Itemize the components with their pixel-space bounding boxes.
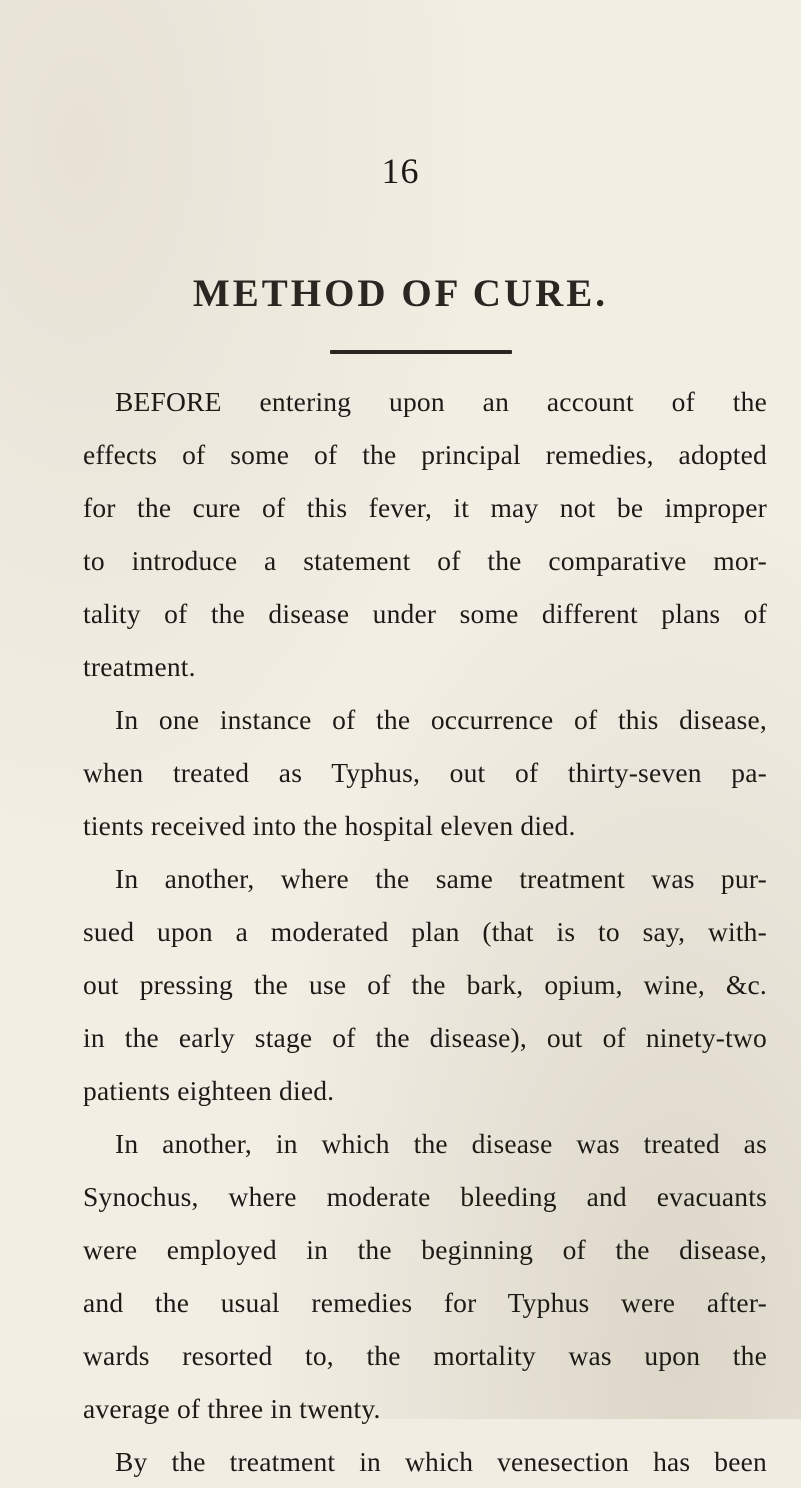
- text-line: wards resorted to, the mortality was upon the: [83, 1340, 767, 1371]
- text-line: In one instance of the occurrence of this disease,: [115, 704, 767, 735]
- text-line: sued upon a moderated plan (that is to say, with-: [83, 916, 767, 947]
- text-line: effects of some of the principal remedies, adopted: [83, 439, 767, 470]
- page-number: 16: [381, 151, 420, 191]
- text-line: In another, where the same treatment was pur-: [115, 863, 767, 894]
- body-text: [83, 375, 767, 1488]
- text-line: for the cure of this fever, it may not be improper: [83, 492, 767, 523]
- text-line: out pressing the use of the bark, opium, wine, &c.: [83, 969, 767, 1000]
- text-line: average of three in twenty.: [83, 1393, 381, 1424]
- text-line: In another, in which the disease was treated as: [115, 1128, 767, 1159]
- text-line: and the usual remedies for Typhus were after-: [83, 1287, 767, 1318]
- text-line: when treated as Typhus, out of thirty-seven pa-: [83, 757, 767, 788]
- text-line: to introduce a statement of the comparative mor-: [83, 545, 767, 576]
- text-line: By the treatment in which venesection has been: [115, 1446, 767, 1477]
- text-line: patients eighteen died.: [83, 1075, 335, 1106]
- text-line: in the early stage of the disease), out of ninety-two: [83, 1022, 767, 1053]
- text-line: were employed in the beginning of the disease,: [83, 1234, 767, 1265]
- text-line: Synochus, where moderate bleeding and evacuants: [83, 1181, 767, 1212]
- text-line: tality of the disease under some different plans of: [83, 598, 767, 629]
- text-line: treatment.: [83, 651, 196, 682]
- text-line: BEFORE entering upon an account of the: [115, 386, 767, 417]
- heading-rule: [330, 350, 512, 354]
- section-heading: METHOD OF CURE.: [192, 272, 609, 315]
- text-line: tients received into the hospital eleven died.: [83, 810, 576, 841]
